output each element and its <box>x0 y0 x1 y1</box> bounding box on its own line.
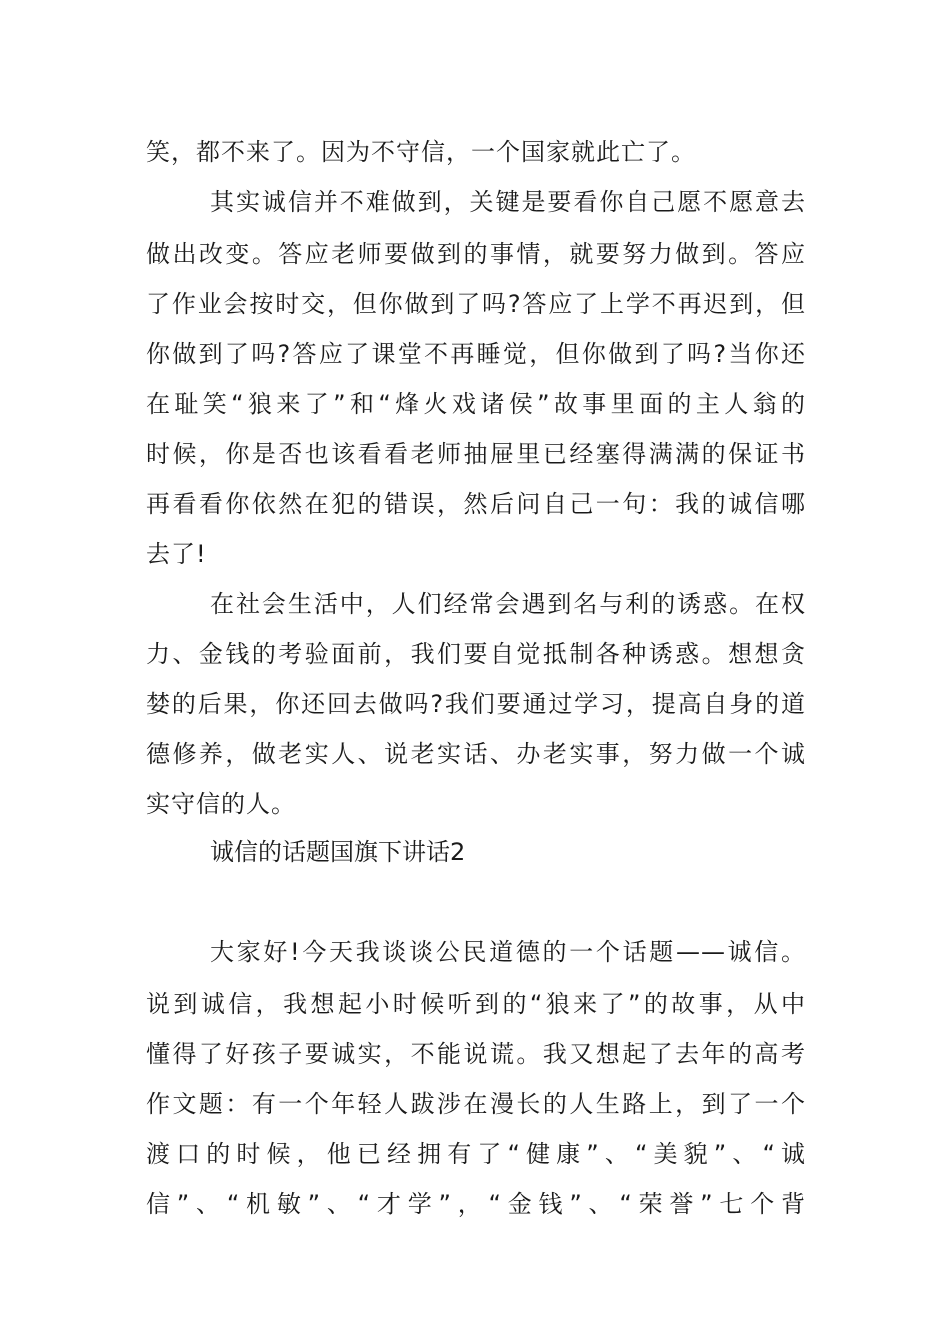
text-line: 你做到了吗?答应了课堂不再睡觉，但你做到了吗?当你还 <box>146 340 806 368</box>
text-line: 了作业会按时交，但你做到了吗?答应了上学不再迟到，但 <box>146 290 806 318</box>
text-line: 做出改变。答应老师要做到的事情，就要努力做到。答应 <box>146 240 806 268</box>
text-line: 在社会生活中，人们经常会遇到名与利的诱惑。在权 <box>210 590 806 618</box>
text-line: 力、金钱的考验面前，我们要自觉抵制各种诱惑。想想贪 <box>146 640 806 668</box>
text-line: 时候，你是否也该看看老师抽屉里已经塞得满满的保证书 <box>146 440 806 468</box>
text-line: 在耻笑“狼来了”和“烽火戏诸侯”故事里面的主人翁的 <box>146 390 806 418</box>
text-line: 实守信的人。 <box>146 790 296 818</box>
section-heading: 诚信的话题国旗下讲话2 <box>210 838 466 866</box>
text-line: 懂得了好孩子要诚实，不能说谎。我又想起了去年的高考 <box>146 1040 806 1068</box>
text-line: 去了! <box>146 540 207 568</box>
text-line: 大家好!今天我谈谈公民道德的一个话题——诚信。 <box>210 938 806 966</box>
text-line: 渡口的时候，他已经拥有了“健康”、“美貌”、“诚 <box>146 1140 806 1168</box>
text-line: 作文题：有一个年轻人跋涉在漫长的人生路上，到了一个 <box>146 1090 806 1118</box>
text-line: 其实诚信并不难做到，关键是要看你自己愿不愿意去 <box>210 188 806 216</box>
text-line: 再看看你依然在犯的错误，然后问自己一句：我的诚信哪 <box>146 490 806 518</box>
text-line: 信”、“机敏”、“才学”，“金钱”、“荣誉”七个背 <box>146 1190 806 1218</box>
text-line: 笑，都不来了。因为不守信，一个国家就此亡了。 <box>146 138 696 166</box>
text-line: 婪的后果，你还回去做吗?我们要通过学习，提高自身的道 <box>146 690 806 718</box>
text-line: 说到诚信，我想起小时候听到的“狼来了”的故事，从中 <box>146 990 806 1018</box>
text-line: 德修养，做老实人、说老实话、办老实事，努力做一个诚 <box>146 740 806 768</box>
